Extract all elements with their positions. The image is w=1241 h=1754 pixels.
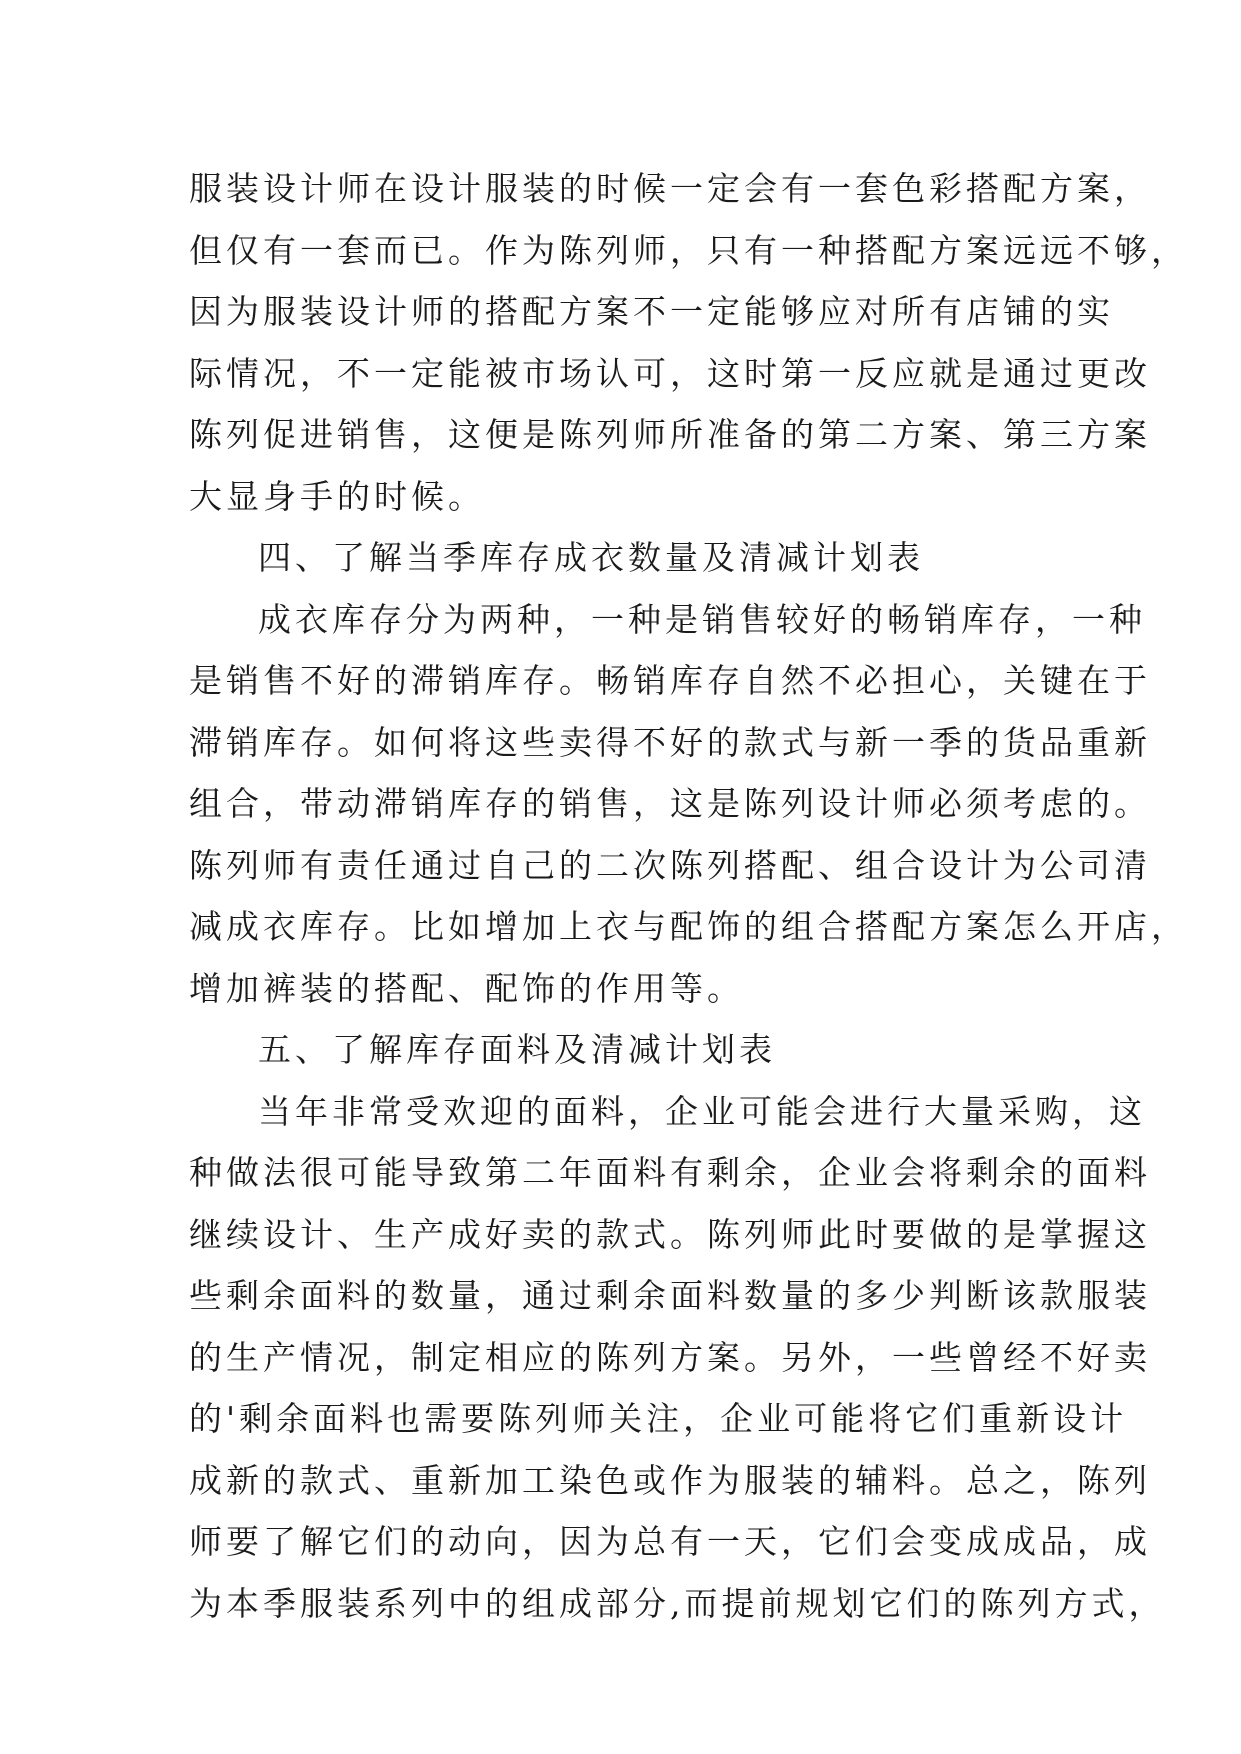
paragraph-start: 成衣库存分为两种，一种是销售较好的畅销库存，一种 (258, 599, 1146, 639)
text-line: 际情况，不一定能被市场认可，这时第一反应就是通过更改 (189, 353, 1151, 393)
text-line: 些剩余面料的数量，通过剩余面料数量的多少判断该款服装 (189, 1276, 1151, 1315)
text-line: 但仅有一套而已。作为陈列师，只有一种搭配方案远远不够， (189, 230, 1188, 270)
text-line: 种做法很可能导致第二年面料有剩余，企业会将剩余的面料 (189, 1153, 1151, 1192)
section-heading-4: 四、了解当季库存成衣数量及清减计划表 (258, 538, 924, 577)
text-line: 是销售不好的滞销库存。畅销库存自然不必担心，关键在于 (189, 661, 1151, 700)
text-line: 师要了解它们的动向，因为总有一天，它们会变成成品，成 (189, 1522, 1151, 1561)
text-line: 陈列师有责任通过自己的二次陈列搭配、组合设计为公司清 (189, 845, 1151, 885)
text-line: 组合，带动滞销库存的销售，这是陈列设计师必须考虑的。 (189, 784, 1151, 823)
text-line: 因为服装设计师的搭配方案不一定能够应对所有店铺的实 (189, 292, 1114, 331)
text-line: 增加裤装的搭配、配饰的作用等。 (189, 968, 744, 1008)
text-line: 减成衣库存。比如增加上衣与配饰的组合搭配方案怎么开店， (189, 907, 1188, 946)
text-line: 的生产情况，制定相应的陈列方案。另外，一些曾经不好卖 (189, 1337, 1151, 1377)
text-line: 服装设计师在设计服装的时候一定会有一套色彩搭配方案， (189, 169, 1151, 208)
section-heading-5: 五、了解库存面料及清减计划表 (258, 1030, 776, 1069)
paragraph-start: 当年非常受欢迎的面料，企业可能会进行大量采购，这 (258, 1091, 1146, 1131)
body-text (189, 158, 1188, 1634)
text-line: 陈列促进销售，这便是陈列师所准备的第二方案、第三方案 (189, 415, 1151, 454)
text-line: 继续设计、生产成好卖的款式。陈列师此时要做的是掌握这 (189, 1214, 1151, 1254)
text-line: 大显身手的时候。 (189, 476, 485, 516)
text-line: 滞销库存。如何将这些卖得不好的款式与新一季的货品重新 (189, 722, 1151, 762)
text-line: 为本季服装系列中的组成部分,而提前规划它们的陈列方式， (189, 1583, 1166, 1623)
text-line: 的'剩余面料也需要陈列师关注，企业可能将它们重新设计 (189, 1399, 1128, 1438)
text-line: 成新的款式、重新加工染色或作为服装的辅料。总之，陈列 (189, 1460, 1151, 1500)
